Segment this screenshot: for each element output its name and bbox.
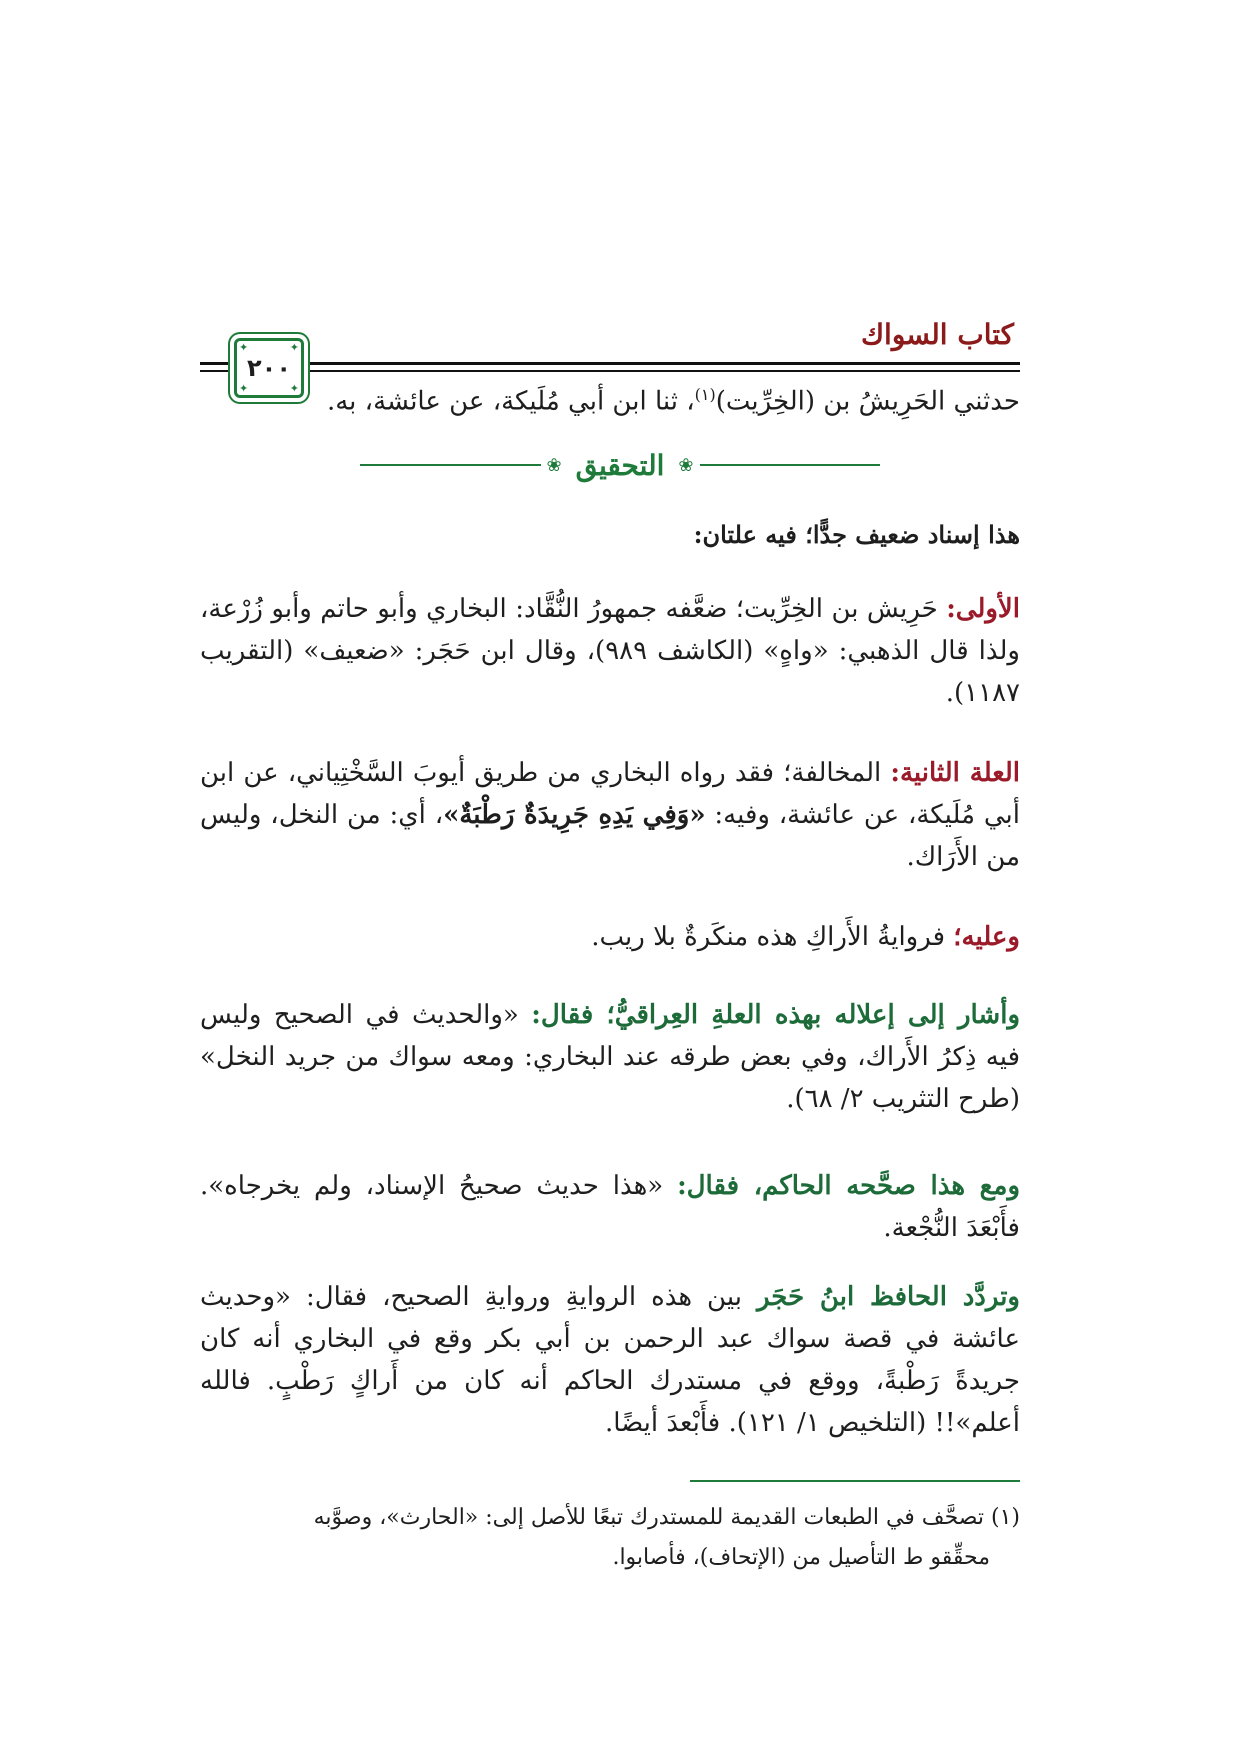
- paragraph-text: المخالفة؛ فقد رواه البخاري من طريق أيوبَ السَّخْتِياني، عن ابن أبي مُلَيكة، عن عائشة، وفيه:: [200, 758, 1020, 830]
- paragraph-first-defect: [200, 588, 1020, 714]
- paragraph-lead: الأولى:: [946, 594, 1020, 624]
- paragraph-lead: ومع هذا صحَّحه الحاكم، فقال:: [677, 1171, 1021, 1201]
- footnote-mark: (١): [990, 1505, 1020, 1530]
- corner-ornament-icon: ✦: [239, 382, 249, 395]
- paragraph-lead: وأشار إلى إعلاله بهذه العلةِ العِراقيُّ؛ فقال:: [531, 1000, 1020, 1030]
- footnote-text: تصحَّف في الطبعات القديمة للمستدرك تبعًا للأصل إلى: «الحارث»، وصوَّبه: [313, 1505, 991, 1530]
- corner-ornament-icon: ✦: [239, 341, 249, 354]
- page-number: ٢٠٠: [247, 354, 291, 382]
- paragraph-conclusion: [200, 916, 1020, 958]
- paragraph-lead: وتردَّد الحافظ ابنُ حَجَر: [756, 1282, 1020, 1312]
- paragraph-text: حَرِيش بن الخِرِّيت؛ ضعَّفه جمهورُ النُّقَّاد: البخاري وأبو حاتم وأبو زُرْعة، ولذا قال الذهبي: «واهٍ» (الكاشف ٩٨٩)، وقال ابن حَجَر: «ضعيف» (التقريب ١١٨٧).: [200, 594, 1020, 708]
- footnote-reference[interactable]: (١): [694, 385, 716, 404]
- corner-ornament-icon: ✦: [289, 382, 299, 395]
- paragraph-text: ، أي: من النخل، وليس من الأَرَاك.: [200, 800, 1020, 872]
- narration-text-before: حدثني الحَرِيشُ بن (الخِرِّيت): [715, 386, 1020, 417]
- footnote-text-continued: محقِّقو ط التأصيل من (الإتحاف)، فأصابوا.: [612, 1545, 990, 1570]
- chain-of-narration-line: [200, 382, 1020, 417]
- heading-rule-right: [700, 464, 881, 466]
- hadith-quote: «وَفِي يَدِهِ جَرِيدَةٌ رَطْبَةٌ»: [443, 800, 706, 830]
- section-heading-label: التحقيق: [575, 448, 665, 482]
- paragraph-text: فروايةُ الأَراكِ هذه منكَرةٌ بلا ريب.: [591, 922, 954, 952]
- paragraph-text: «هذا حديث صحيحُ الإسناد، ولم يخرجاه». فأَبْعَدَ النُّجْعة.: [200, 1171, 1020, 1243]
- footnote: [200, 1498, 1020, 1578]
- intro-statement: هذا إسناد ضعيف جدًّا؛ فيه علتان:: [693, 520, 1020, 549]
- book-title: كتاب السواك: [860, 318, 1014, 351]
- heading-rule-left: [360, 464, 541, 466]
- paragraph-text: «والحديث في الصحيح وليس فيه ذِكرُ الأَراك، وفي بعض طرقه عند البخاري: ومعه سواك من جريد النخل» (طرح التثريب ٢/ ٦٨).: [200, 1000, 1020, 1114]
- header-rule: [200, 362, 1020, 365]
- paragraph-text: بين هذه الروايةِ وروايةِ الصحيح، فقال: «وحديث عائشة في قصة سواك عبد الرحمن بن أبي بكر وقع في البخاري أنه كان جريدةً رَطْبةً، ووقع في مستدرك الحاكم أنه كان من أَراكٍ رَطْبٍ. فالله أعلم»!! (التلخيص ١/ ١٢١). فأَبْعدَ أيضًا.: [200, 1282, 1020, 1438]
- ornament-icon: ❀: [678, 454, 694, 476]
- section-heading: [360, 448, 880, 482]
- footnote-separator: [690, 1480, 1020, 1482]
- ornament-icon: ❀: [546, 454, 562, 476]
- header-rule-thin: [200, 370, 1020, 372]
- corner-ornament-icon: ✦: [289, 341, 299, 354]
- paragraph-iraqi: [200, 994, 1020, 1120]
- paragraph-ibn-hajar: [200, 1276, 1020, 1444]
- paragraph-second-defect: [200, 752, 1020, 878]
- paragraph-lead: العلة الثانية:: [890, 758, 1020, 788]
- paragraph-hakim: [200, 1165, 1020, 1249]
- paragraph-lead: وعليه؛: [953, 922, 1020, 952]
- narration-text-after: ، ثنا ابن أبي مُلَيكة، عن عائشة، به.: [326, 386, 695, 417]
